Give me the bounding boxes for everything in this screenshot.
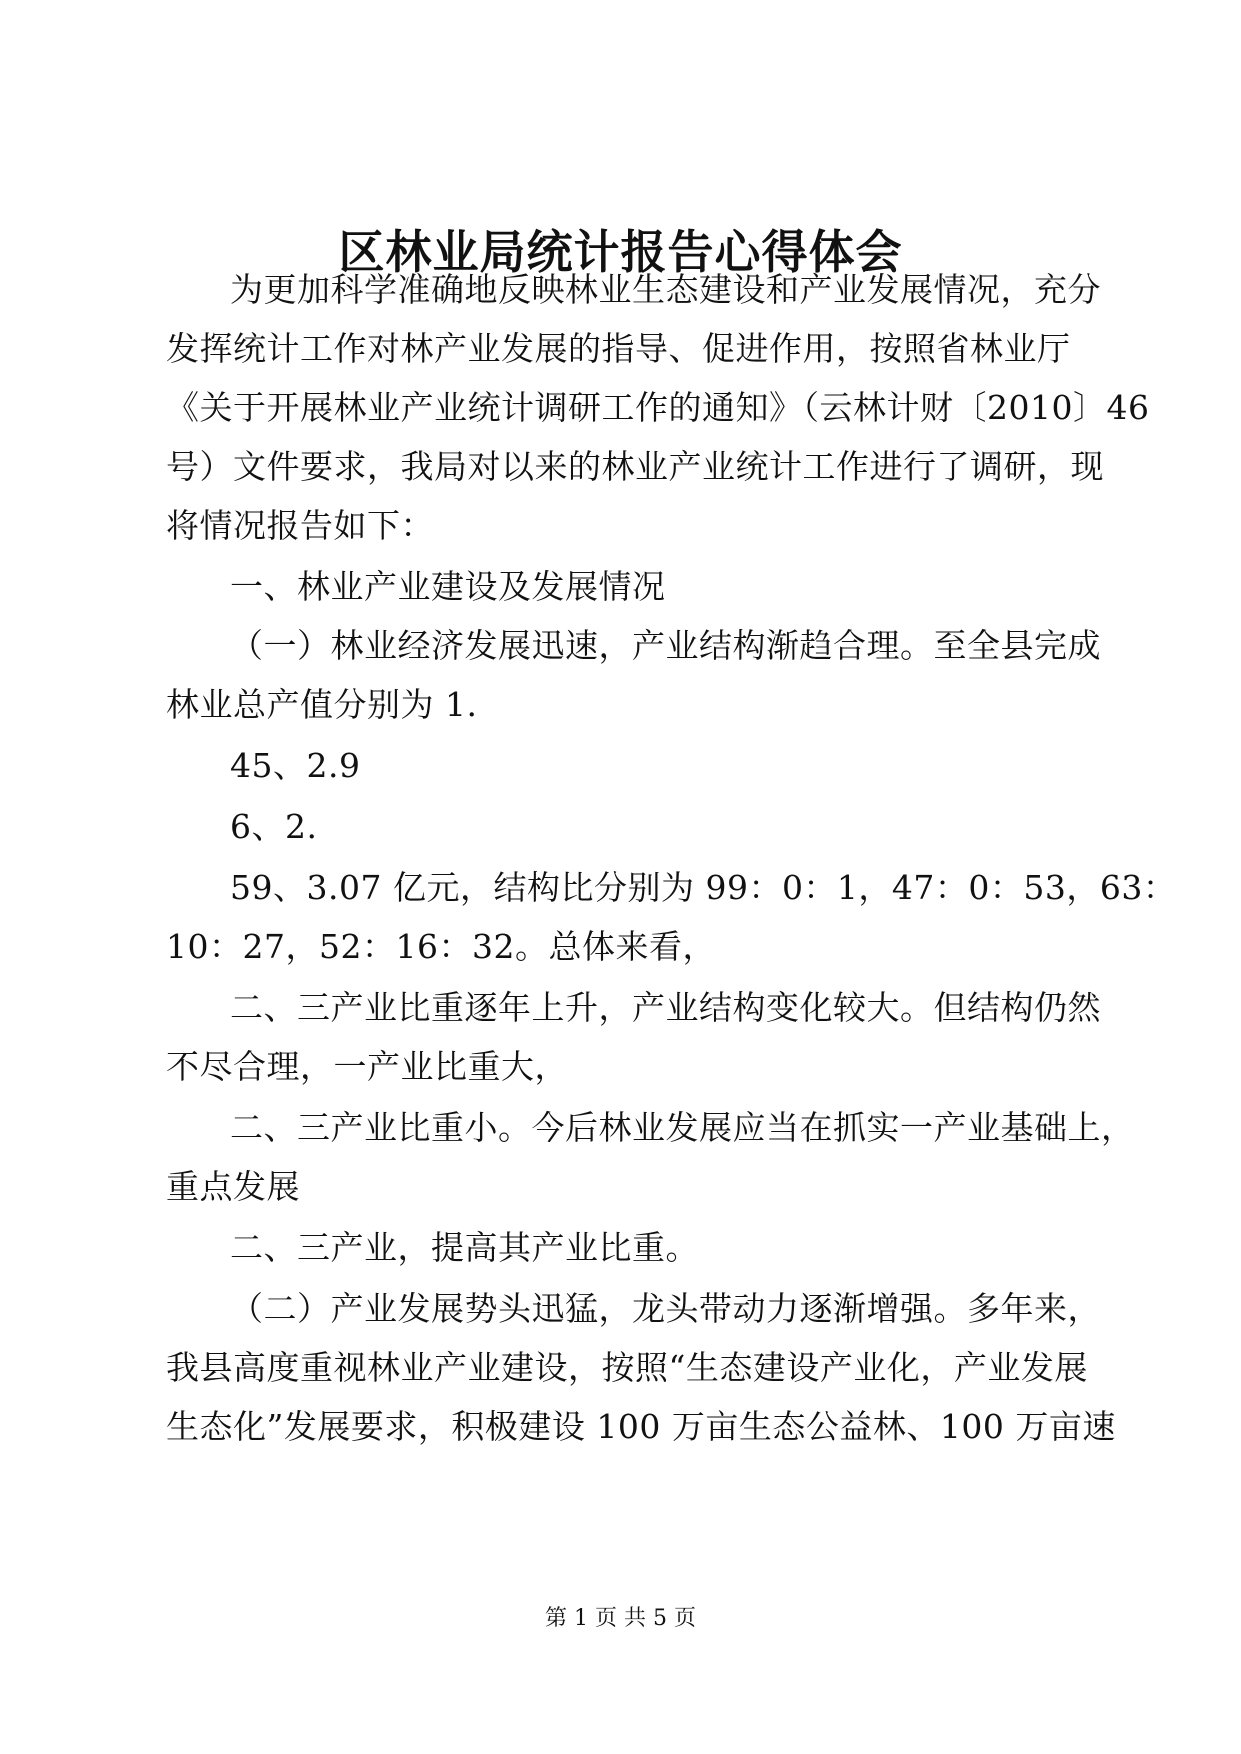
paragraph-line: 我县高度重视林业产业建设，按照“生态建设产业化，产业发展 [166, 1348, 1088, 1387]
paragraph-line: 重点发展 [166, 1167, 300, 1206]
paragraph-line: 59、3.07 亿元，结构比分别为 99：0：1，47：0：53，63： [230, 868, 1177, 907]
paragraph-line: 二、三产业，提高其产业比重。 [230, 1228, 699, 1267]
document-title: 区林业局统计报告心得体会 [338, 225, 903, 279]
paragraph-line: 为更加科学准确地反映林业生态建设和产业发展情况，充分 [230, 270, 1101, 309]
paragraph-line: （一）林业经济发展迅速，产业结构渐趋合理。至全县完成 [230, 626, 1101, 665]
paragraph-line: 二、三产业比重逐年上升，产业结构变化较大。但结构仍然 [230, 988, 1101, 1027]
paragraph-line: 《关于开展林业产业统计调研工作的通知》（云林计财〔2010〕46 [166, 388, 1150, 427]
section-heading: 一、林业产业建设及发展情况 [230, 567, 666, 606]
paragraph-line: 林业总产值分别为 1. [166, 685, 478, 724]
paragraph-line: 二、三产业比重小。今后林业发展应当在抓实一产业基础上， [230, 1108, 1135, 1147]
paragraph-line: 生态化”发展要求，积极建设 100 万亩生态公益林、100 万亩速 [166, 1407, 1116, 1446]
paragraph-line: 将情况报告如下： [166, 506, 434, 545]
paragraph-line: 不尽合理，一产业比重大， [166, 1047, 568, 1086]
paragraph-line: （二）产业发展势头迅猛，龙头带动力逐渐增强。多年来， [230, 1289, 1101, 1328]
paragraph-line: 号）文件要求，我局对以来的林业产业统计工作进行了调研，现 [166, 447, 1104, 486]
paragraph-line: 10：27，52：16：32。总体来看， [166, 927, 716, 966]
paragraph-line: 发挥统计工作对林产业发展的指导、促进作用，按照省林业厅 [166, 329, 1071, 368]
page-number-footer: 第 1 页 共 5 页 [545, 1606, 696, 1631]
paragraph-line: 45、2.9 [230, 746, 361, 785]
paragraph-line: 6、2. [230, 807, 318, 846]
